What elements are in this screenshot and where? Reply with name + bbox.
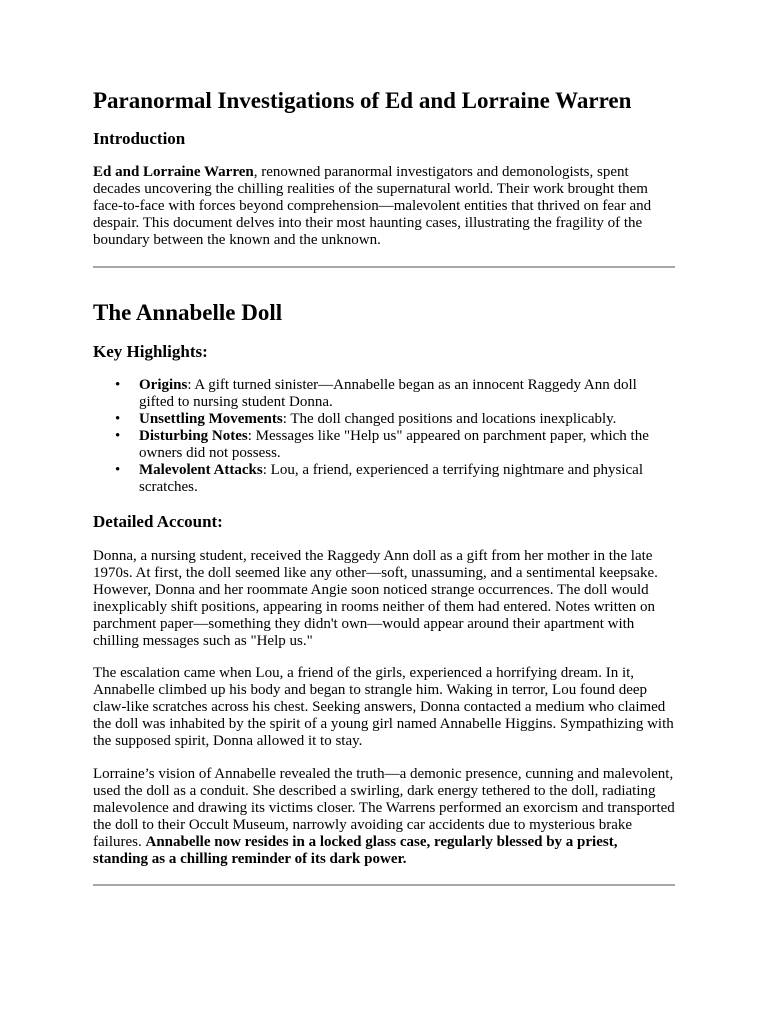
bullet-icon: • bbox=[115, 428, 121, 444]
section-divider-end bbox=[93, 884, 675, 886]
detailed-account-heading: Detailed Account: bbox=[93, 512, 223, 531]
intro-paragraph bbox=[93, 164, 675, 249]
account-paragraph-1: Donna, a nursing student, received the Raggedy Ann doll as a gift from her mother in the late 1970s. At first, the doll seemed like any other—soft, unassuming, and a sentimental keepsake. However, Donna and her roommate Angie soon noticed strange occurrences. The doll would inexplicably shift positions, appearing in rooms neither of them had entered. Notes written on parchment paper—something they didn't own—would appear around their apartment with chilling messages such as "Help us." bbox=[93, 548, 658, 649]
highlight-label: Origins bbox=[139, 377, 188, 393]
bullet-icon: • bbox=[115, 411, 121, 427]
account-paragraph-3 bbox=[93, 766, 675, 868]
section-title-annabelle: The Annabelle Doll bbox=[93, 300, 283, 325]
section-divider bbox=[93, 266, 675, 268]
bullet-icon: • bbox=[115, 377, 121, 393]
account-paragraph-2: The escalation came when Lou, a friend of the girls, experienced a horrifying dream. In it, Annabelle climbed up his body and began to strangle him. Waking in terror, Lou found deep claw-like scratches across his chest. Seeking answers, Donna contacted a medium who claimed the doll was inhabited by the spirit of a young girl named Annabelle Higgins. Sympathizing with the supposed spirit, Donna allowed it to stay. bbox=[93, 665, 674, 749]
key-highlights-heading: Key Highlights: bbox=[93, 342, 208, 361]
account-paragraph-3-bold: Annabelle now resides in a locked glass case, regularly blessed by a priest, standing as a chilling reminder of its dark power. bbox=[93, 834, 618, 867]
highlight-text: : A gift turned sinister—Annabelle began as an innocent Raggedy Ann doll gifted to nursing student Donna. bbox=[139, 377, 637, 410]
intro-body-text: , renowned paranormal investigators and demonologists, spent decades uncovering the chilling realities of the supernatural world. Their work brought them face-to-face with forces beyond comprehension—malevolent entities that thrived on fear and despair. This document delves into their most haunting cases, illustrating the fragility of the boundary between the known and the unknown. bbox=[93, 164, 652, 248]
page-title: Paranormal Investigations of Ed and Lorraine Warren bbox=[93, 88, 632, 113]
highlight-text: : The doll changed positions and locations inexplicably. bbox=[282, 411, 617, 427]
highlight-label: Disturbing Notes bbox=[139, 428, 248, 444]
highlight-text: : Messages like "Help us" appeared on parchment paper, which the owners did not possess. bbox=[139, 428, 649, 461]
key-highlights-list bbox=[93, 377, 675, 496]
highlight-text: : Lou, a friend, experienced a terrifying nightmare and physical scratches. bbox=[139, 462, 644, 495]
highlight-label: Malevolent Attacks bbox=[139, 462, 263, 478]
list-item bbox=[115, 411, 675, 428]
intro-heading: Introduction bbox=[93, 129, 186, 148]
bullet-icon: • bbox=[115, 462, 121, 478]
highlight-label: Unsettling Movements bbox=[139, 411, 283, 427]
list-item bbox=[115, 428, 675, 462]
list-item bbox=[115, 462, 675, 496]
account-paragraph-3-text: Lorraine’s vision of Annabelle revealed the truth—a demonic presence, cunning and malevolent, used the doll as a conduit. She described a swirling, dark energy tethered to the doll, radiating malevolence and drawing its victims closer. The Warrens performed an exorcism and transported the doll to their Occult Museum, narrowly avoiding car accidents due to mysterious brake failures. bbox=[93, 766, 675, 850]
intro-lead-bold: Ed and Lorraine Warren bbox=[93, 164, 254, 180]
list-item bbox=[115, 377, 675, 411]
